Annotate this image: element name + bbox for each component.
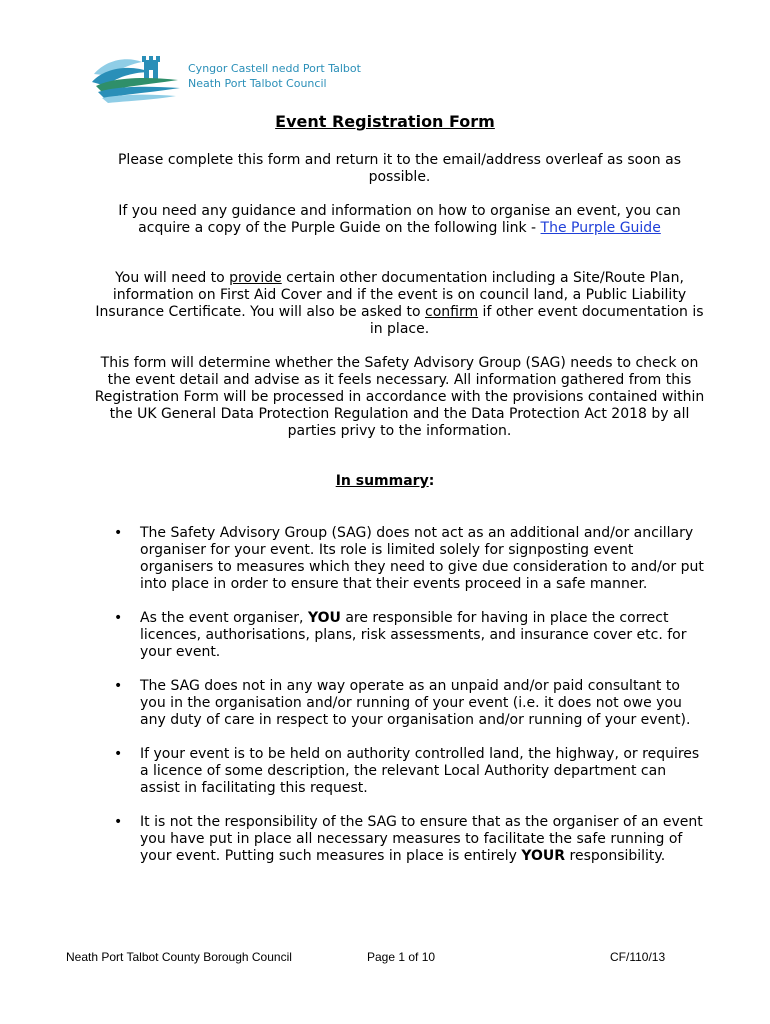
castle-wave-logo-icon [92, 52, 182, 104]
intro-paragraph-sag: This form will determine whether the Safety Advisory Group (SAG) needs to check on the event detail and advise as it feels necessary. All information gathered from this Registration Form will be processed in accordance with the provisions contained within the UK General Data Protection Regulation and the Data Protection Act 2018 by all parties privy to the information. [94, 355, 705, 439]
your-emphasis: YOUR [521, 848, 566, 864]
you-emphasis: YOU [307, 610, 341, 626]
bullet-text: As the event organiser, [140, 610, 308, 626]
bullet-icon: • [114, 814, 123, 830]
summary-list [110, 525, 710, 882]
doc-text-2: certain other documentation including a Site/Route Plan, information on First Aid Cover and if the event is on council land, a Public Liability Insurance Certificate. You will also be asked to [95, 270, 687, 320]
list-item [110, 610, 710, 661]
bullet-icon: • [114, 678, 123, 694]
bullet-text: The Safety Advisory Group (SAG) does not act as an additional and/or ancillary organiser for your event. Its role is limited solely for signposting event organisers to measures which they need to give due consideration to and/or put into place in order to ensure that their events proceed in a safe manner. [140, 525, 704, 592]
intro-paragraph-documentation [92, 270, 707, 338]
guidance-text: If you need any guidance and information on how to organise an event, you can acquire a copy of the Purple Guide on the following link - [118, 203, 681, 236]
list-item [110, 814, 710, 865]
list-item [110, 678, 710, 729]
bullet-icon: • [114, 525, 123, 541]
list-item [110, 525, 710, 593]
bullet-text: responsibility. [565, 848, 666, 864]
bullet-text: It is not the responsibility of the SAG to ensure that as the organiser of an event you have put in place all necessary measures to facilitate the safe running of your event. Putting such measures in place is entirely [140, 814, 703, 864]
bullet-text: are responsible for having in place the correct licences, authorisations, plans, risk assessments, and insurance cover etc. for your event. [140, 610, 687, 660]
provide-word: provide [229, 270, 282, 286]
summary-label: In summary [335, 473, 429, 489]
doc-text-1: You will need to [115, 270, 230, 286]
summary-heading [0, 473, 770, 489]
intro-paragraph-guidance [92, 203, 707, 237]
page-title: Event Registration Form [275, 112, 495, 131]
purple-guide-link[interactable]: The Purple Guide [540, 220, 661, 236]
footer-page-number: Page 1 of 10 [367, 950, 436, 964]
logo-welsh-name: Cyngor Castell nedd Port Talbot [188, 62, 361, 75]
council-logo [92, 52, 372, 104]
bullet-text: If your event is to be held on authority controlled land, the highway, or requires a licence of some description, the relevant Local Authority department can assist in facilitating this request. [140, 746, 700, 796]
footer-organisation: Neath Port Talbot County Borough Council [66, 950, 292, 964]
list-item [110, 746, 710, 797]
logo-english-name: Neath Port Talbot Council [188, 77, 327, 90]
bullet-icon: • [114, 610, 123, 626]
doc-text-3: if other event documentation is in place. [369, 304, 704, 337]
footer-reference: CF/110/13 [610, 950, 666, 964]
summary-colon: : [428, 473, 435, 489]
bullet-icon: • [114, 746, 123, 762]
confirm-word: confirm [425, 304, 479, 320]
intro-paragraph-return: Please complete this form and return it to the email/address overleaf as soon as possible. [117, 152, 682, 185]
bullet-text: The SAG does not in any way operate as an unpaid and/or paid consultant to you in the organisation and/or running of your event (i.e. it does not owe you any duty of care in respect to your organisation and/or running of your event). [140, 678, 691, 728]
